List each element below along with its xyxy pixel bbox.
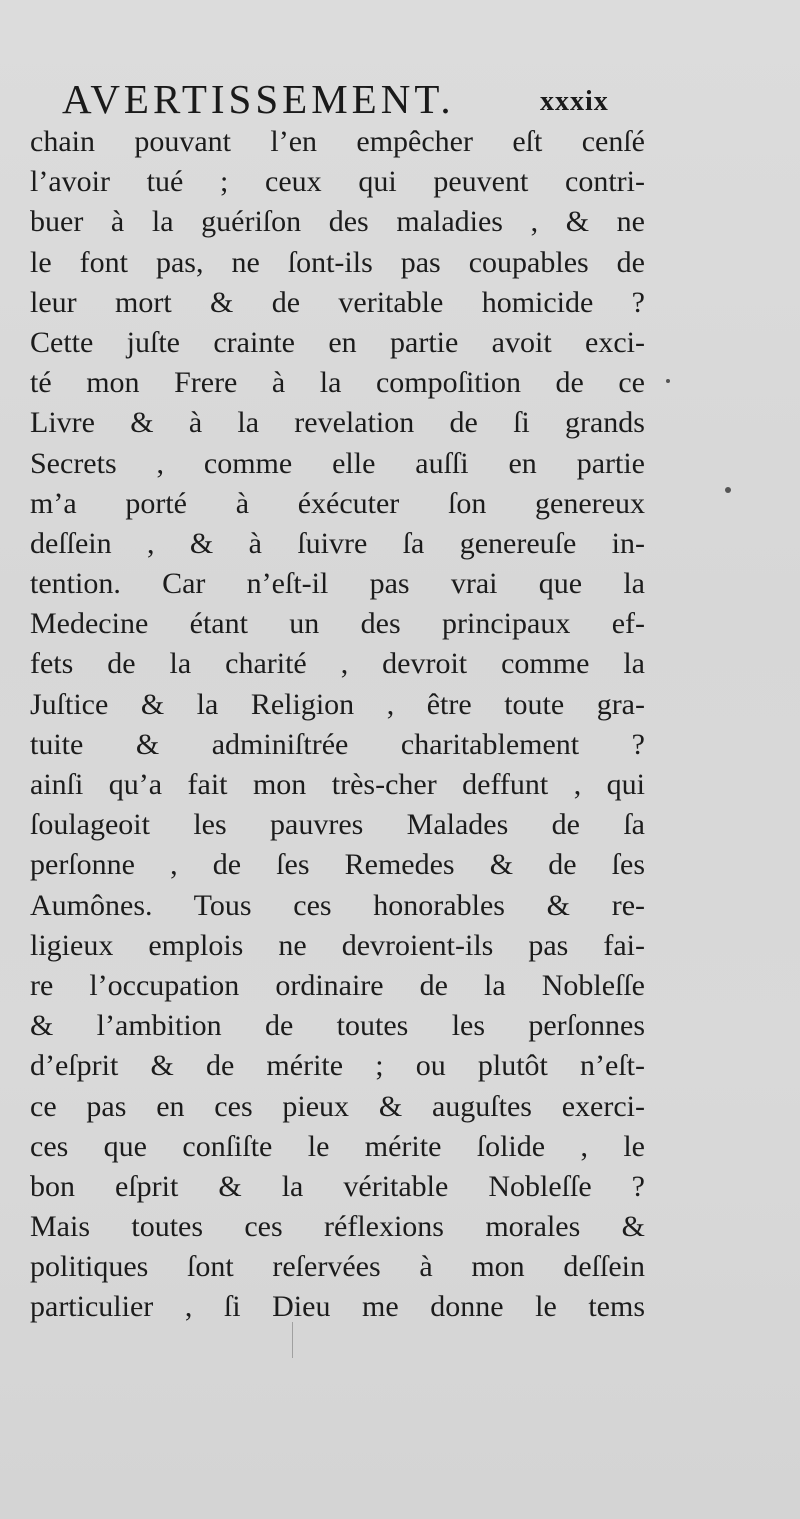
text-line: Medecine étant un des principaux ef-: [30, 607, 645, 641]
text-line: l’avoir tué ; ceux qui peuvent contri-: [30, 165, 645, 199]
running-title: AVERTISSEMENT.: [62, 76, 455, 122]
text-line: ainſi qu’a fait mon très-cher deffunt , qui: [30, 768, 645, 801]
text-line: politiques ſont reſervées à mon deſſein: [30, 1250, 645, 1284]
text-line: d’eſprit & de mérite ; ou plutôt n’eſt-: [30, 1049, 645, 1083]
text-line: deſſein , & à ſuivre ſa genereuſe in-: [30, 526, 645, 560]
text-line: buer à la guériſon des maladies , & ne: [30, 205, 645, 239]
text-line: Aumônes. Tous ces honorables & re-: [30, 888, 645, 922]
text-line: bon eſprit & la véritable Nobleſſe ?: [30, 1169, 645, 1203]
text-line: fets de la charité , devroit comme la: [30, 647, 645, 681]
text-line: ſoulageoit les pauvres Malades de ſa: [30, 808, 645, 842]
text-line: Cette juſte crainte en partie avoit exci-: [30, 325, 645, 359]
text-line: ces que conſiſte le mérite ſolide , le: [30, 1129, 645, 1163]
text-line: leur mort & de veritable homicide ?: [30, 285, 645, 319]
text-line: Mais toutes ces réflexions morales &: [30, 1210, 645, 1244]
text-line: tuite & adminiſtrée charitablement ?: [30, 727, 645, 761]
text-line: Secrets , comme elle auſſi en partie: [30, 446, 645, 480]
running-header: [62, 74, 662, 124]
text-line: ligieux emplois ne devroient-ils pas fai-: [30, 928, 645, 962]
paper-crease: [292, 1322, 293, 1358]
body-text: [30, 122, 645, 1328]
paper-speck: [666, 379, 670, 383]
text-line: m’a porté à éxécuter ſon genereux: [30, 486, 645, 520]
text-line: Livre & à la revelation de ſi grands: [30, 406, 645, 440]
text-line: chain pouvant l’en empêcher eſt cenſé: [30, 125, 645, 158]
text-line: re l’occupation ordinaire de la Nobleſſe: [30, 968, 645, 1002]
page-number: xxxix: [540, 86, 609, 117]
text-line: & l’ambition de toutes les perſonnes: [30, 1009, 645, 1043]
text-line: Juſtice & la Religion , être toute gra-: [30, 687, 645, 721]
text-line: particulier , ſi Dieu me donne le tems: [30, 1290, 645, 1324]
text-line: ce pas en ces pieux & auguſtes exerci-: [30, 1089, 645, 1123]
text-line: perſonne , de ſes Remedes & de ſes: [30, 848, 645, 882]
paper-speck: [725, 487, 731, 493]
text-line: tention. Car n’eſt-il pas vrai que la: [30, 567, 645, 601]
text-line: le font pas, ne ſont-ils pas coupables de: [30, 245, 645, 279]
text-line: té mon Frere à la compoſition de ce: [30, 366, 645, 400]
